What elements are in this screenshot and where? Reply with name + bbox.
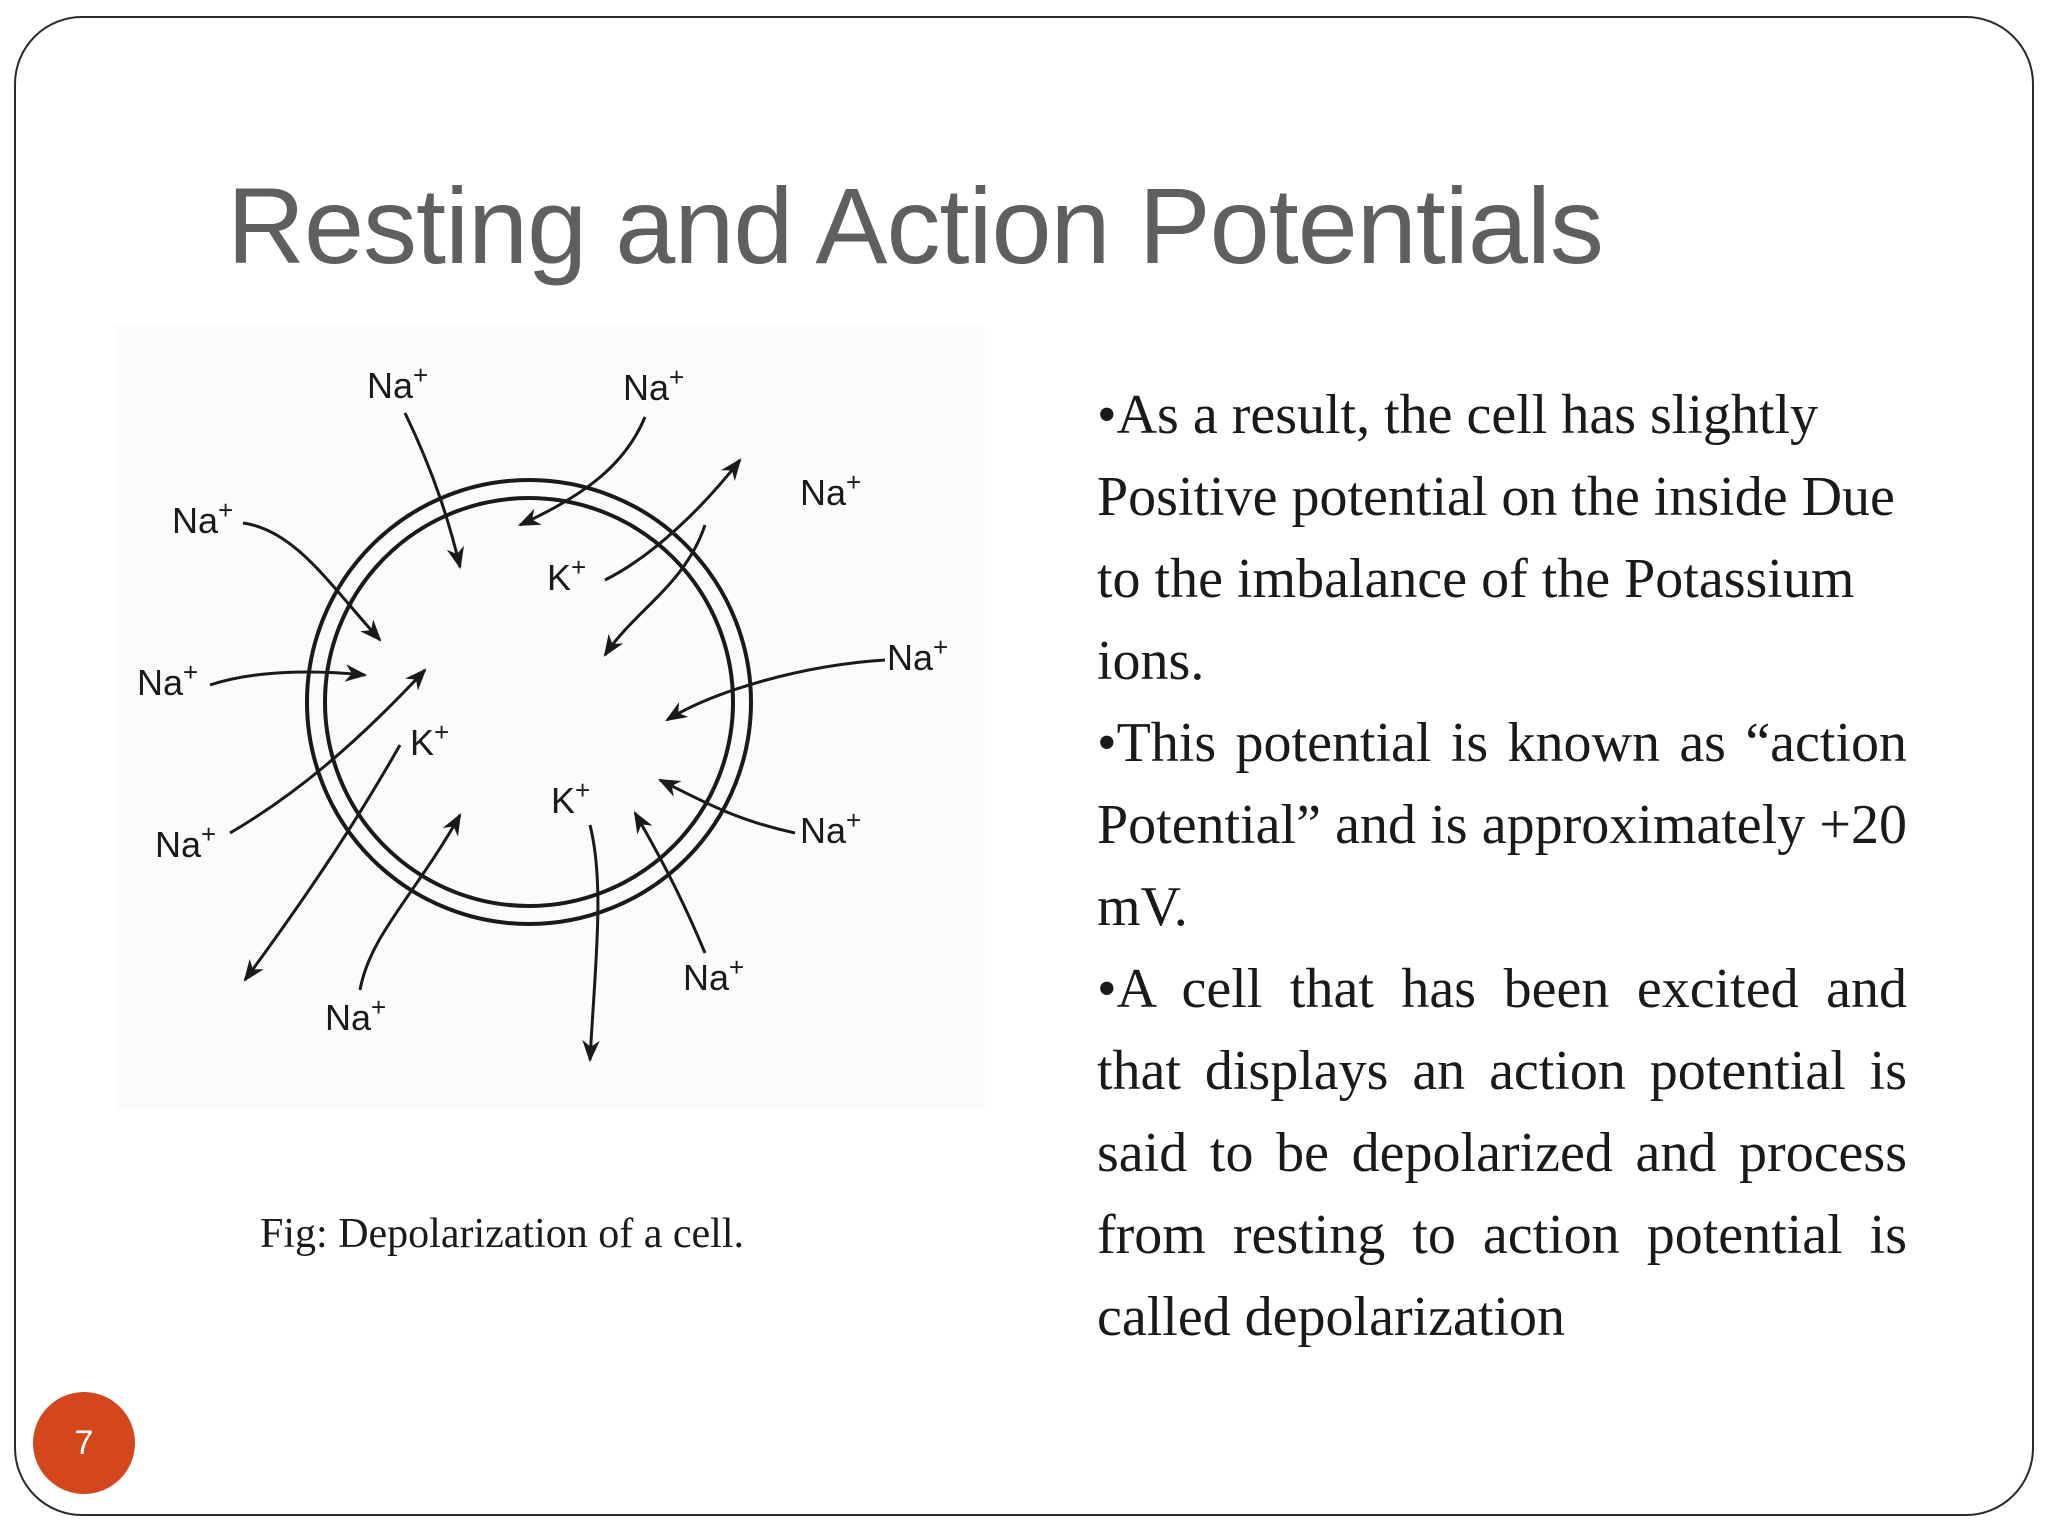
body-text — [1097, 374, 1907, 1358]
body-paragraph: •This potential is known as “action Potential” and is approximately +20 mV. — [1097, 712, 1907, 938]
body-paragraph: •As a result, the cell has slightly Positive potential on the inside Due to the imbalance of the Potassium ions. — [1097, 384, 1895, 692]
ion-label-k: K+ — [551, 775, 591, 821]
ion-label-k: K+ — [410, 717, 450, 763]
ion-label-k: K+ — [547, 552, 587, 598]
ion-label-na: Na+ — [172, 495, 234, 541]
figure-background — [115, 325, 985, 1110]
ion-label-na: Na+ — [325, 992, 387, 1038]
depolarization-diagram — [115, 325, 985, 1110]
body-paragraph: •A cell that has been excited and that displays an action potential is said to be depolarized and process from resting to action potential is called depolarization — [1097, 958, 1907, 1348]
ion-label-na: Na+ — [800, 467, 862, 513]
ion-label-na: Na+ — [887, 632, 949, 678]
slide-title: Resting and Action Potentials — [227, 165, 1603, 286]
ion-label-na: Na+ — [623, 362, 685, 408]
ion-label-na: Na+ — [800, 805, 862, 851]
figure-caption: Fig: Depolarization of a cell. — [260, 1211, 745, 1257]
ion-label-na: Na+ — [683, 952, 745, 998]
ion-label-na: Na+ — [367, 360, 429, 406]
page-number-badge: 7 — [33, 1392, 135, 1494]
ion-label-na: Na+ — [137, 657, 199, 703]
ion-label-na: Na+ — [155, 819, 217, 865]
